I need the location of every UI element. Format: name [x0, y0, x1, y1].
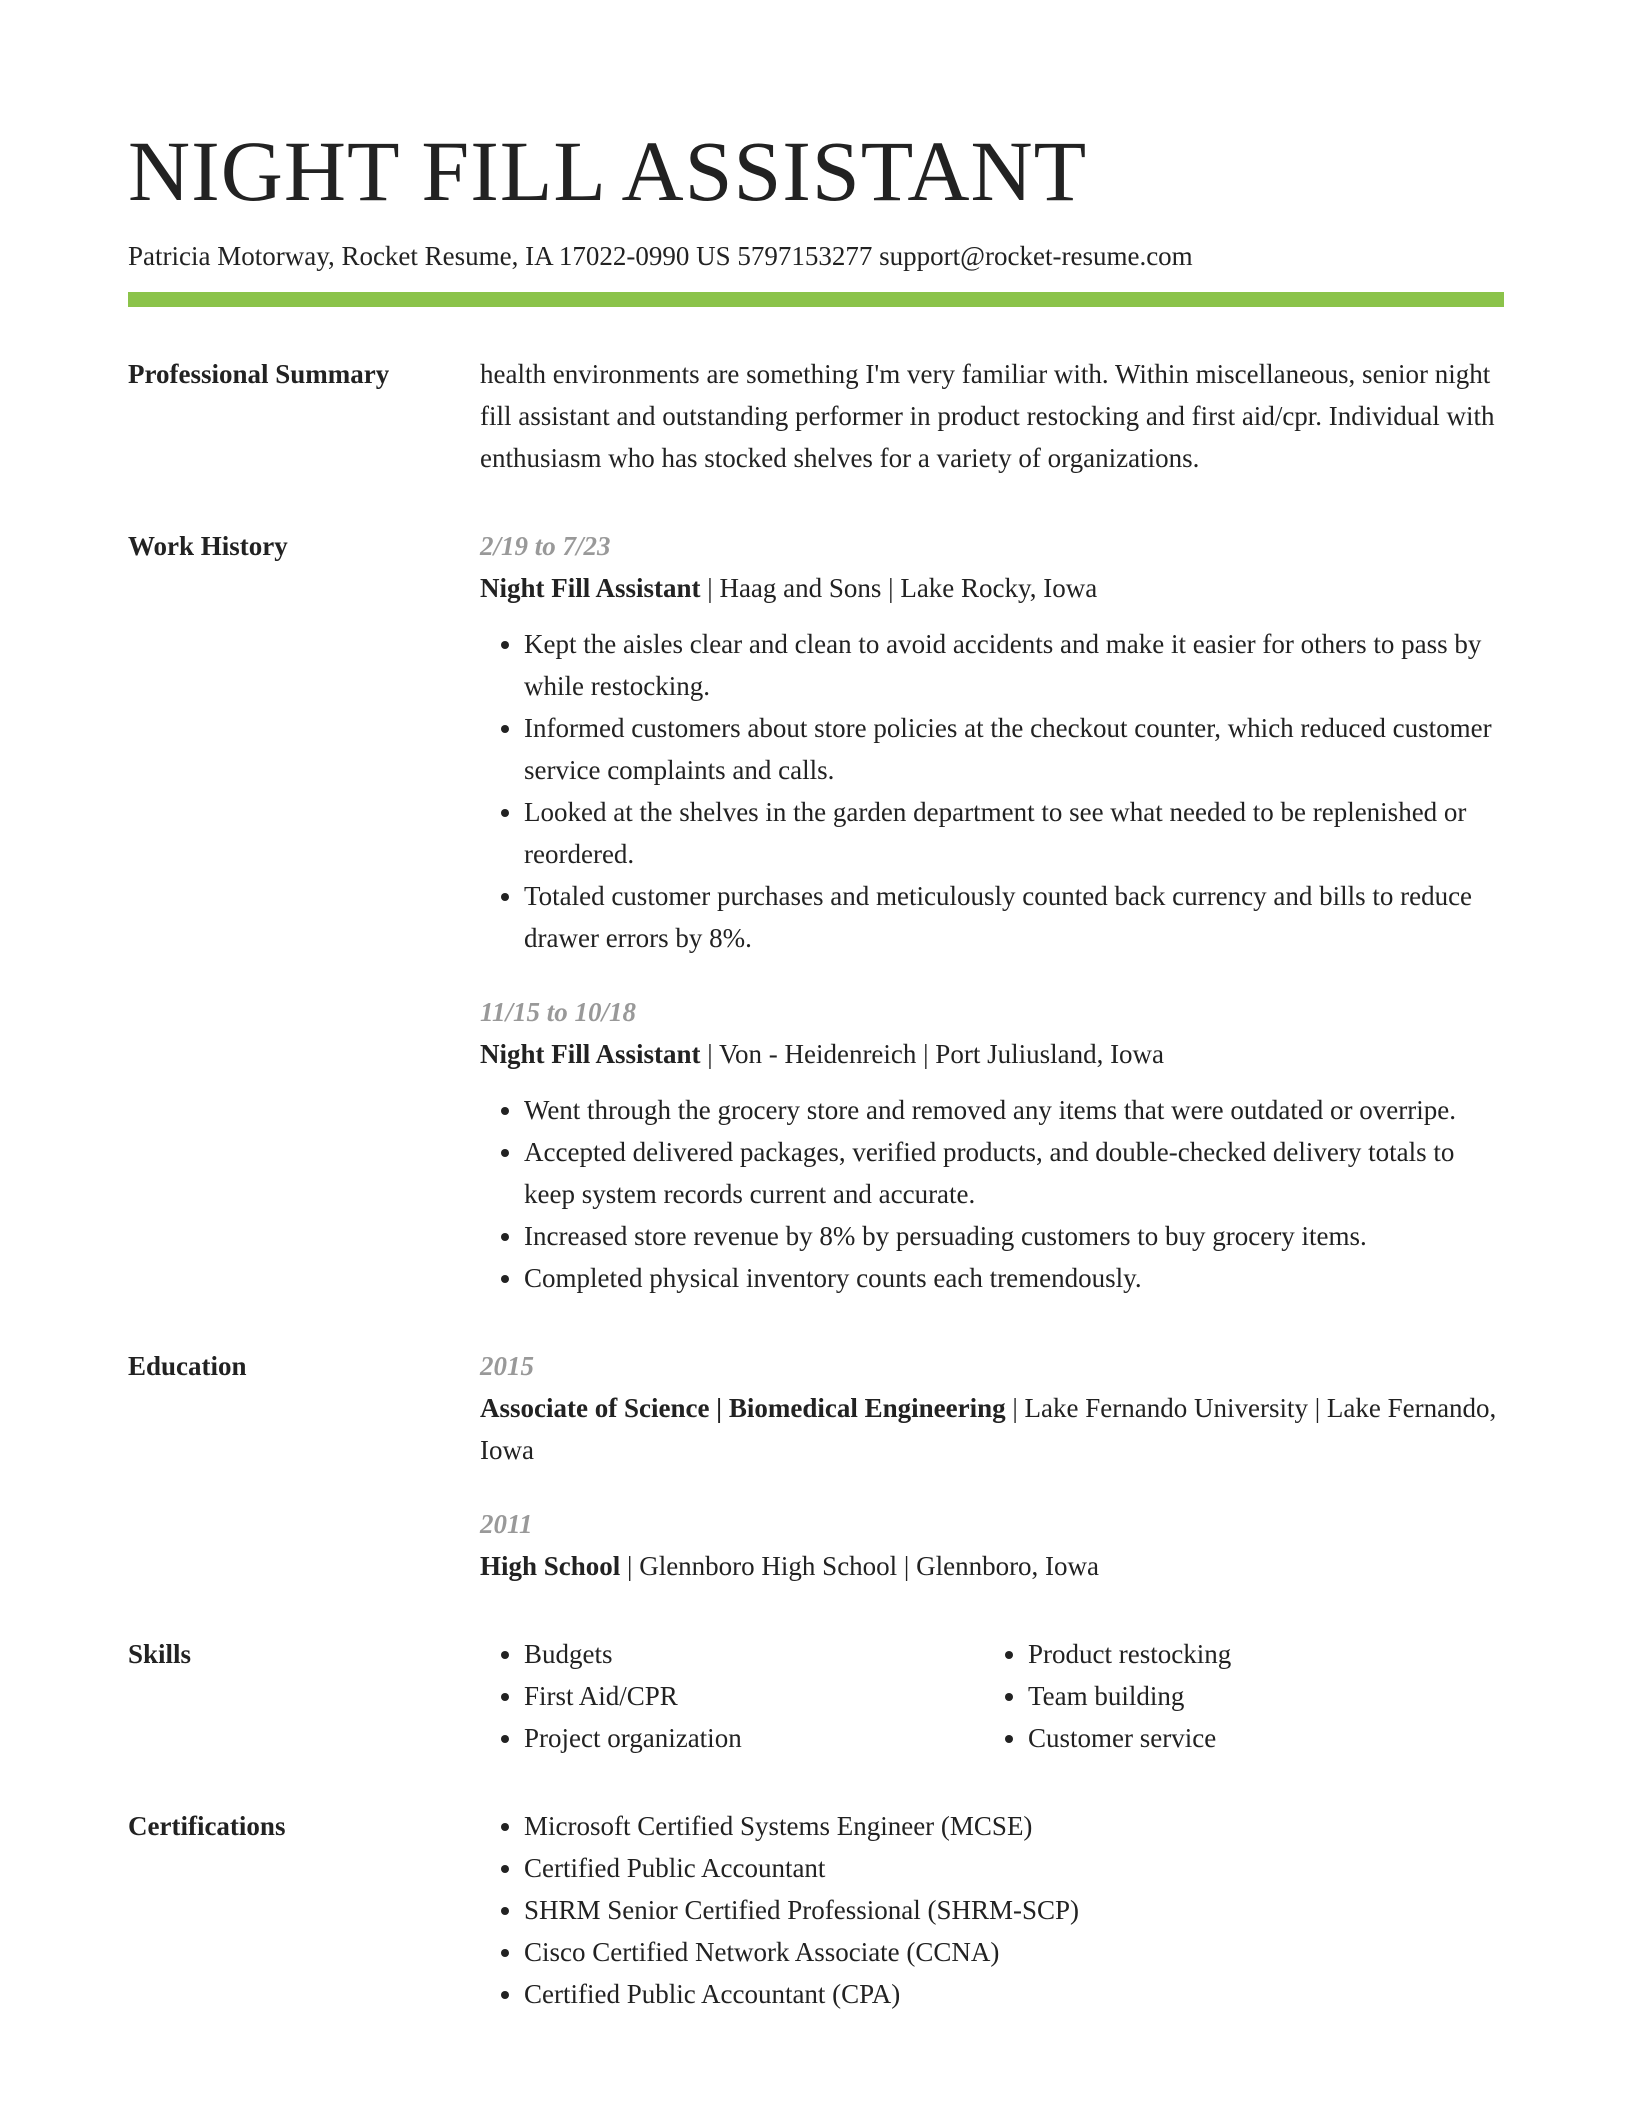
- job-employer-location: | Von - Heidenreich | Port Juliusland, Iowa: [700, 1039, 1165, 1070]
- job-role-line: [480, 567, 1504, 609]
- certifications-body: [480, 1805, 1504, 2015]
- list-item: • SHRM Senior Certified Professional (SHRM-SCP): [524, 1889, 1504, 1931]
- job-bullets: [480, 623, 1504, 959]
- skills-list-left: [480, 1633, 984, 1759]
- certifications-section: [128, 1811, 1504, 2015]
- job-entry: [480, 525, 1504, 959]
- education-entry: [480, 1503, 1504, 1587]
- section-label-skills: Skills: [128, 1639, 192, 1670]
- job-title: Night Fill Assistant: [480, 1039, 701, 1070]
- education-school-location: | Lake Fernando University | Lake Fernando, Iowa: [480, 1393, 1497, 1466]
- section-label-work-history: Work History: [128, 531, 288, 562]
- list-item: • Cisco Certified Network Associate (CCNA): [524, 1931, 1504, 1973]
- list-item: • Accepted delivered packages, verified products, and double-checked delivery totals to keep system records current and accurate.: [524, 1131, 1504, 1215]
- list-item: • Went through the grocery store and removed any items that were outdated or overripe.: [524, 1089, 1504, 1131]
- education-degree: Associate of Science | Biomedical Engineering: [480, 1393, 1006, 1424]
- list-item: • Customer service: [1028, 1717, 1488, 1759]
- education-date: 2015: [480, 1351, 534, 1382]
- work-history-body: [480, 525, 1504, 1299]
- list-item: • Project organization: [524, 1717, 984, 1759]
- education-body: [480, 1345, 1504, 1587]
- education-line: [480, 1387, 1504, 1471]
- education-school-location: | Glennboro High School | Glennboro, Iowa: [620, 1551, 1100, 1582]
- education-entry: [480, 1345, 1504, 1471]
- education-section: [128, 1351, 1504, 1587]
- section-label-summary: Professional Summary: [128, 359, 390, 390]
- resume-title: NIGHT FILL ASSISTANT: [128, 123, 1088, 219]
- contact-line: Patricia Motorway, Rocket Resume, IA 17022-0990 US 5797153277 support@rocket-resume.com: [128, 241, 1193, 271]
- skills-body: [480, 1633, 1504, 1759]
- list-item: • First Aid/CPR: [524, 1675, 984, 1717]
- job-date: 11/15 to 10/18: [480, 997, 637, 1028]
- list-item: • Budgets: [524, 1633, 984, 1675]
- list-item: • Microsoft Certified Systems Engineer (MCSE): [524, 1805, 1504, 1847]
- list-item: • Completed physical inventory counts each tremendously.: [524, 1257, 1504, 1299]
- job-employer-location: | Haag and Sons | Lake Rocky, Iowa: [700, 573, 1098, 604]
- education-degree: High School: [480, 1551, 621, 1582]
- summary-section: [128, 359, 1504, 479]
- section-label-education: Education: [128, 1351, 247, 1382]
- list-item: • Increased store revenue by 8% by persuading customers to buy grocery items.: [524, 1215, 1504, 1257]
- job-bullets: [480, 1089, 1504, 1299]
- education-date: 2011: [480, 1509, 533, 1540]
- list-item: • Informed customers about store policies at the checkout counter, which reduced customer service complaints and calls.: [524, 707, 1504, 791]
- list-item: • Team building: [1028, 1675, 1488, 1717]
- education-line: [480, 1545, 1504, 1587]
- list-item: • Looked at the shelves in the garden department to see what needed to be replenished or reordered.: [524, 791, 1504, 875]
- list-item: • Product restocking: [1028, 1633, 1488, 1675]
- job-date: 2/19 to 7/23: [480, 531, 611, 562]
- list-item: • Totaled customer purchases and meticulously counted back currency and bills to reduce drawer errors by 8%.: [524, 875, 1504, 959]
- skills-list-right: [984, 1633, 1488, 1759]
- section-label-certifications: Certifications: [128, 1811, 286, 1842]
- job-title: Night Fill Assistant: [480, 573, 701, 604]
- list-item: • Certified Public Accountant: [524, 1847, 1504, 1889]
- certifications-list: [480, 1805, 1504, 2015]
- skills-section: [128, 1639, 1504, 1759]
- job-role-line: [480, 1033, 1504, 1075]
- list-item: • Certified Public Accountant (CPA): [524, 1973, 1504, 2015]
- summary-text: health environments are something I'm very familiar with. Within miscellaneous, senior night fill assistant and outstanding performer in product restocking and first aid/cpr. Individual with enthusiasm who has stocked shelves for a variety of organizations.: [480, 359, 1495, 474]
- list-item: • Kept the aisles clear and clean to avoid accidents and make it easier for others to pass by while restocking.: [524, 623, 1504, 707]
- header-divider: [128, 292, 1504, 307]
- work-history-section: [128, 531, 1504, 1299]
- job-entry: [480, 991, 1504, 1299]
